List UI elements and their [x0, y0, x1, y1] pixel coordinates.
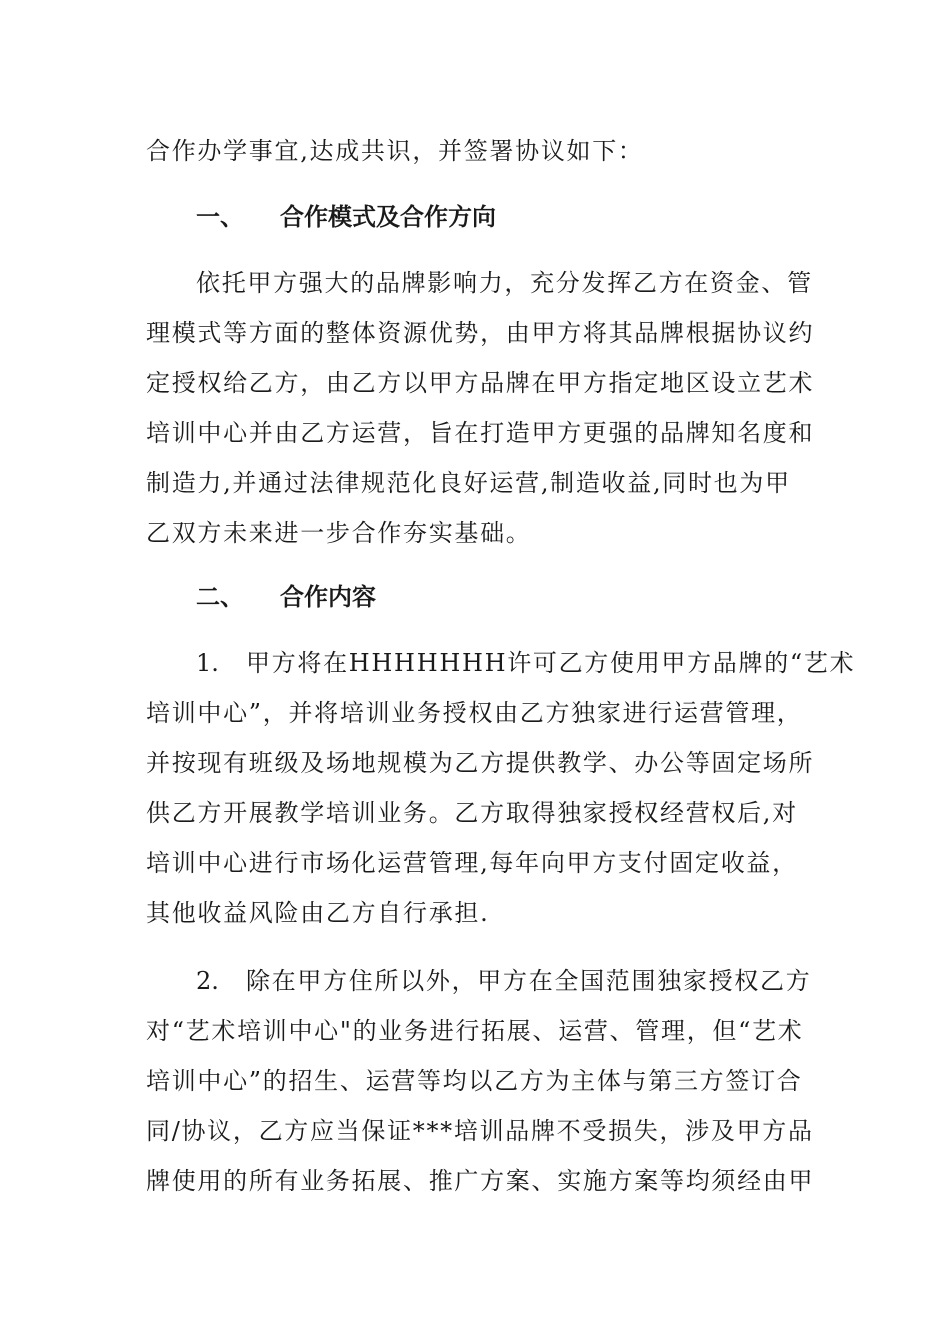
section-1-paragraph-line: 依托甲方强大的品牌影响力，充分发挥乙方在资金、管 — [196, 269, 813, 297]
section-1-paragraph-line: 乙双方未来进一步合作夯实基础。 — [146, 519, 532, 547]
item-1-line: 培训中心”，并将培训业务授权由乙方独家进行运营管理， — [146, 699, 803, 727]
item-2-first-line — [196, 966, 812, 996]
item-1-line: 并按现有班级及场地规模为乙方提供教学、办公等固定场所 — [146, 749, 815, 777]
item-1-text: 甲方将在HHHHHHH许可乙方使用甲方品牌的“艺术 — [246, 649, 856, 677]
section-2-heading — [196, 582, 376, 612]
item-1-line: 供乙方开展教学培训业务。乙方取得独家授权经营权后,对 — [146, 799, 798, 827]
item-1-number: 1. — [196, 649, 219, 677]
section-1-paragraph-line: 培训中心并由乙方运营，旨在打造甲方更强的品牌知名度和 — [146, 419, 815, 447]
item-1-line: 培训中心进行市场化运营管理,每年向甲方支付固定收益， — [146, 849, 798, 877]
item-2-line: 培训中心”的招生、运营等均以乙方为主体与第三方签订合 — [146, 1067, 803, 1095]
section-2-number: 二、 — [196, 583, 244, 611]
item-1-line: 其他收益风险由乙方自行承担. — [146, 899, 490, 927]
section-2-title: 合作内容 — [280, 583, 376, 611]
item-2-number: 2. — [196, 967, 219, 995]
item-2-line: 同/协议，乙方应当保证***培训品牌不受损失，涉及甲方品 — [146, 1117, 814, 1145]
section-1-paragraph-line: 定授权给乙方，由乙方以甲方品牌在甲方指定地区设立艺术 — [146, 369, 815, 397]
intro-line: 合作办学事宜,达成共识，并签署协议如下： — [146, 137, 644, 165]
item-2-line: 牌使用的所有业务拓展、推广方案、实施方案等均须经由甲 — [146, 1167, 815, 1195]
item-2-text: 除在甲方住所以外，甲方在全国范围独家授权乙方 — [246, 967, 812, 995]
section-1-paragraph-line: 理模式等方面的整体资源优势，由甲方将其品牌根据协议约 — [146, 319, 815, 347]
item-1-first-line — [196, 648, 856, 678]
section-1-heading — [196, 202, 496, 232]
section-1-number: 一、 — [196, 203, 244, 231]
section-1-title: 合作模式及合作方向 — [280, 203, 496, 231]
section-1-paragraph-line: 制造力,并通过法律规范化良好运营,制造收益,同时也为甲 — [146, 469, 791, 497]
item-2-line: 对“艺术培训中心"的业务进行拓展、运营、管理，但“艺术 — [146, 1017, 804, 1045]
